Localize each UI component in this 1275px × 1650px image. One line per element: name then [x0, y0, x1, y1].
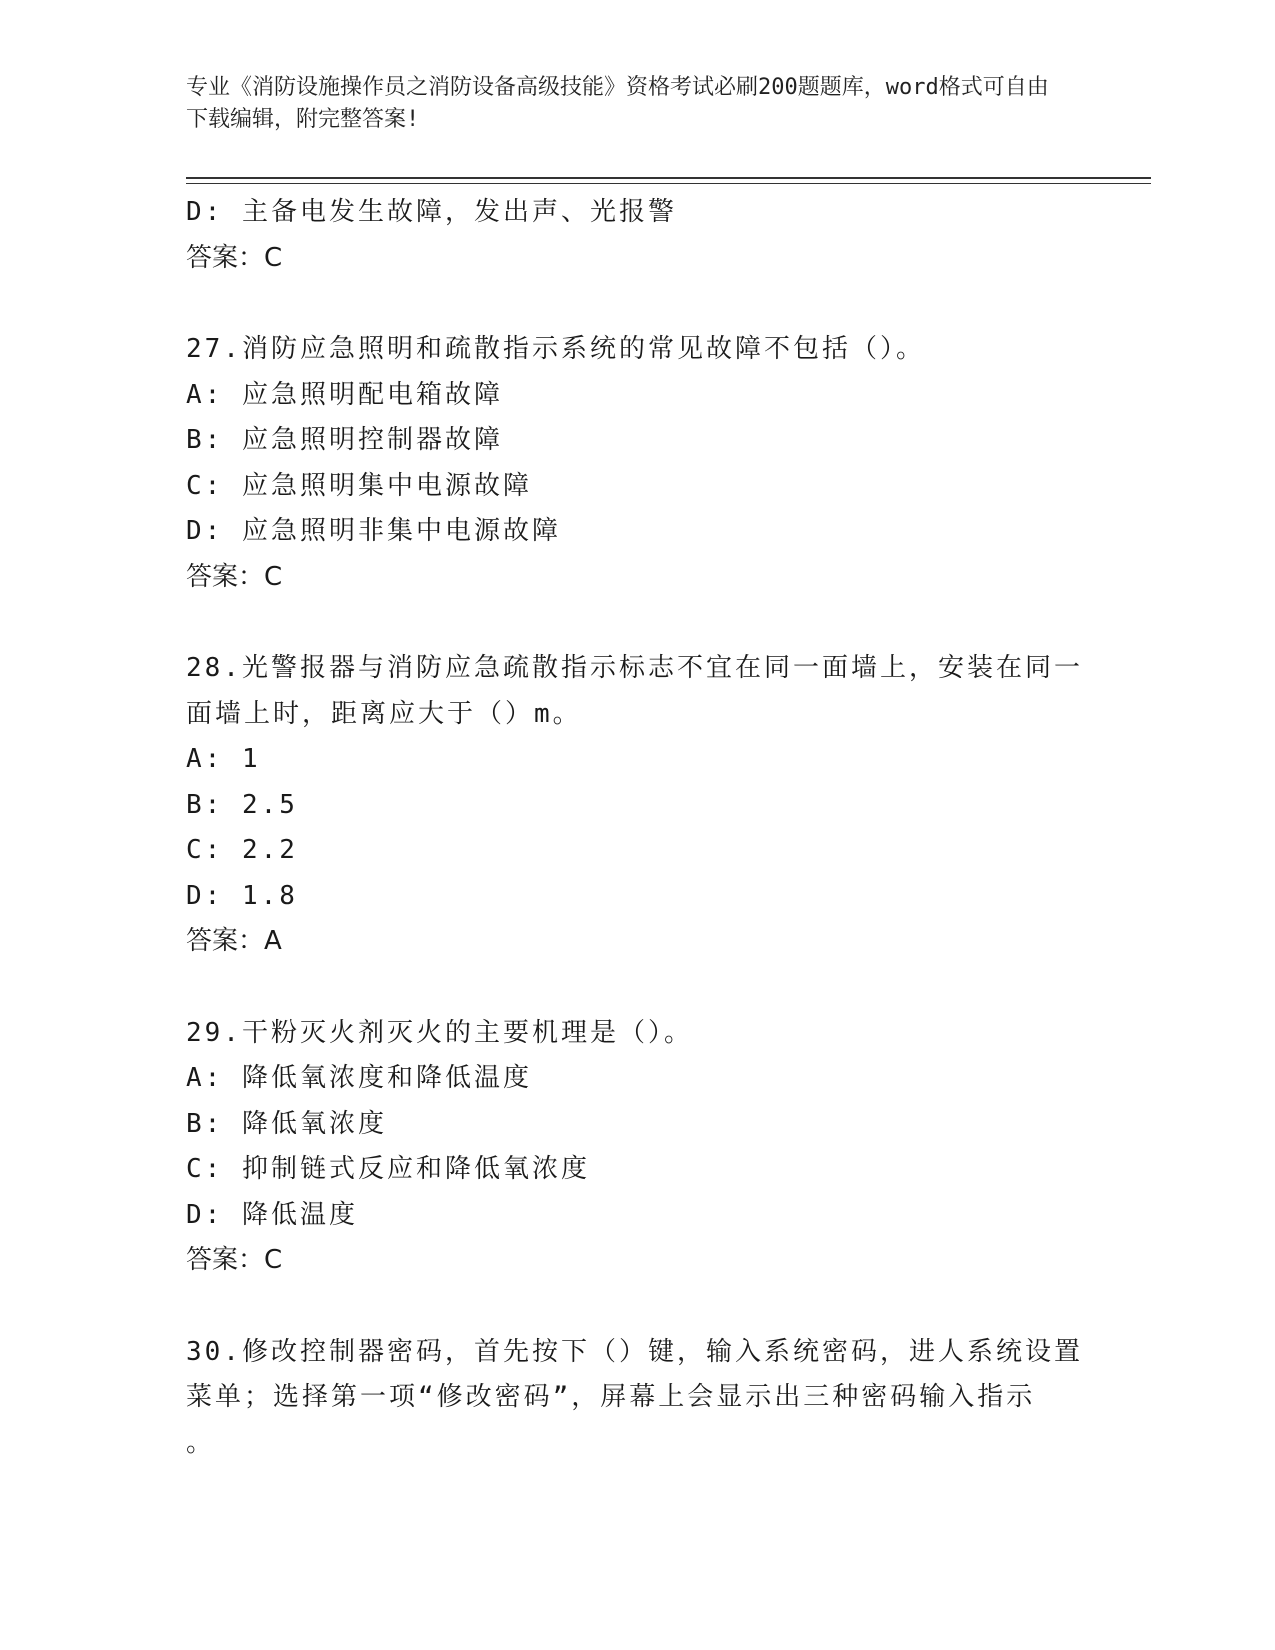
question-stem-line-2: 菜单；选择第一项“修改密码”，屏幕上会显示出三种密码输入指示 [186, 1382, 1036, 1412]
question-27 [186, 327, 1066, 600]
question-stem: 29.干粉灭火剂灭火的主要机理是（）。 [186, 1017, 693, 1048]
option-d: D: 降低温度 [186, 1199, 358, 1230]
option-d: D: 1.8 [186, 880, 298, 911]
document-header: 专业《消防设施操作员之消防设备高级技能》资格考试必刷200题题库，word格式可自由下载编辑，附完整答案! [186, 75, 1049, 132]
question-28 [186, 646, 1083, 965]
option-b: B: 2.5 [186, 789, 298, 820]
header-rule-thin [186, 183, 1151, 184]
answer: 答案：C [186, 242, 283, 273]
option-d: D: 应急照明非集中电源故障 [186, 516, 561, 546]
option-a: A: 应急照明配电箱故障 [186, 379, 503, 410]
option-a: A: 降低氧浓度和降低温度 [186, 1063, 532, 1093]
question-stem-line-3: 。 [186, 1427, 216, 1458]
answer: 答案：C [186, 1245, 283, 1275]
option-b: B: 应急照明控制器故障 [186, 425, 503, 455]
option-d: D: 主备电发生故障，发出声、光报警 [186, 197, 677, 227]
question-29 [186, 1011, 1066, 1284]
option-c: C: 抑制链式反应和降低氧浓度 [186, 1154, 590, 1184]
option-a: A: 1 [186, 744, 261, 774]
question-stem-line-1: 30.修改控制器密码，首先按下（）键，输入系统密码，进人系统设置 [186, 1336, 1083, 1367]
question-stem: 27.消防应急照明和疏散指示系统的常见故障不包括（）。 [186, 334, 925, 364]
question-list [186, 190, 1083, 1466]
question-26-tail [186, 190, 1066, 281]
option-b: B: 降低氧浓度 [186, 1108, 387, 1139]
option-c: C: 2.2 [186, 835, 298, 865]
question-stem-line-2: 面墙上时，距离应大于（）m。 [186, 698, 582, 729]
question-stem-line-1: 28.光警报器与消防应急疏散指示标志不宜在同一面墙上，安装在同一 [186, 653, 1083, 683]
answer: 答案：A [186, 926, 282, 956]
header-rule-thick [186, 177, 1151, 179]
question-30 [186, 1330, 1083, 1467]
option-c: C: 应急照明集中电源故障 [186, 470, 532, 501]
answer: 答案：C [186, 561, 283, 592]
